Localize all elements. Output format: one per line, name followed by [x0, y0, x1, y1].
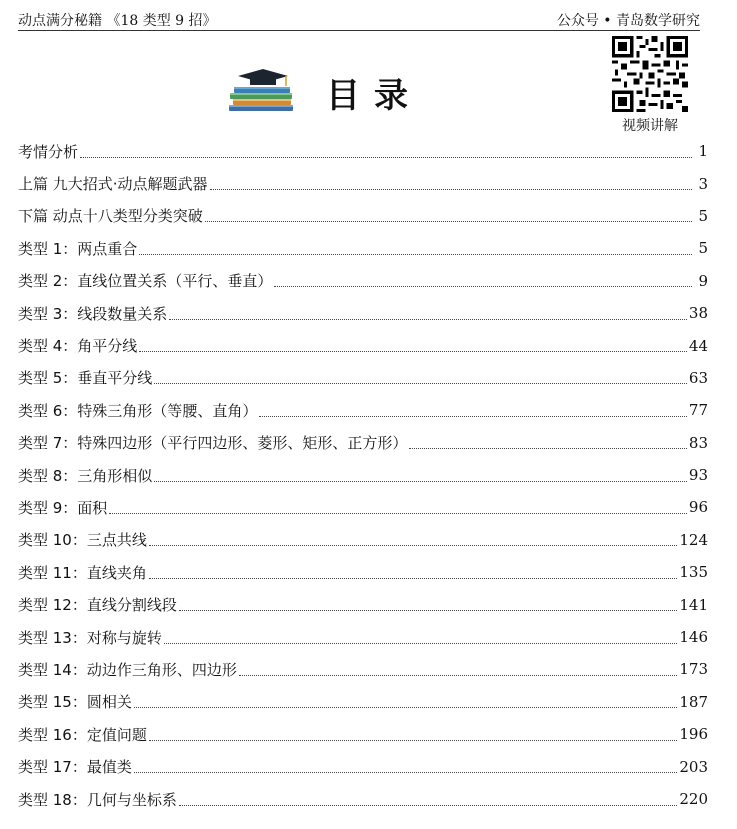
qr-code-icon	[612, 36, 688, 112]
page-header	[18, 8, 700, 31]
toc-entry-page-number: 203	[679, 757, 708, 776]
toc-entry-label: 类型 6：特殊三角形（等腰、直角）	[18, 401, 258, 420]
toc-dot-leader	[149, 578, 678, 579]
toc-entry[interactable]	[18, 588, 708, 620]
toc-entry-label: 下篇 动点十八类型分类突破	[18, 207, 203, 226]
toc-dot-leader	[239, 675, 678, 676]
toc-dot-leader	[149, 545, 678, 546]
toc-dot-leader	[80, 157, 692, 158]
toc-entry-page-number: 187	[679, 692, 708, 711]
toc-entry-label: 类型 5：垂直平分线	[18, 369, 153, 388]
toc-entry[interactable]	[18, 135, 708, 167]
toc-entry-page-number: 44	[688, 336, 708, 355]
toc-entry[interactable]	[18, 265, 708, 297]
toc-entry-label: 类型 10：三点共线	[18, 531, 147, 550]
toc-dot-leader	[409, 448, 687, 449]
toc-entry-label: 类型 7：特殊四边形（平行四边形、菱形、矩形、正方形）	[18, 434, 408, 453]
page-title: 目录	[326, 76, 422, 116]
toc-entry-label: 类型 16：定值问题	[18, 725, 147, 744]
toc-entry[interactable]	[18, 491, 708, 523]
stacked-books-with-graduation-cap-icon	[228, 66, 298, 112]
toc-dot-leader	[210, 189, 692, 190]
toc-entry-label: 类型 17：最值类	[18, 758, 132, 777]
toc-entry-label: 类型 4：角平分线	[18, 337, 138, 356]
toc-entry-label: 类型 8：三角形相似	[18, 466, 153, 485]
toc-dot-leader	[259, 416, 687, 417]
toc-entry[interactable]	[18, 427, 708, 459]
toc-entry[interactable]	[18, 524, 708, 556]
toc-entry-label: 类型 13：对称与旋转	[18, 628, 162, 647]
toc-entry[interactable]	[18, 783, 708, 815]
toc-entry-page-number: 93	[688, 466, 708, 485]
header-account-name: 公众号 • 青岛数学研究	[556, 13, 700, 29]
toc-entry-page-number: 5	[698, 206, 708, 225]
toc-entry-label: 类型 14：动边作三角形、四边形	[18, 660, 237, 679]
toc-dot-leader	[164, 643, 678, 644]
toc-entry-page-number: 5	[698, 239, 708, 258]
toc-dot-leader	[109, 513, 687, 514]
toc-entry[interactable]	[18, 556, 708, 588]
toc-entry-label: 类型 3：线段数量关系	[18, 304, 168, 323]
toc-dot-leader	[139, 254, 692, 255]
qr-caption: 视频讲解	[622, 118, 678, 134]
toc-entry[interactable]	[18, 621, 708, 653]
toc-entry[interactable]	[18, 686, 708, 718]
toc-entry[interactable]	[18, 653, 708, 685]
toc-entry-label: 上篇 九大招式·动点解题武器	[18, 175, 208, 194]
toc-dot-leader	[179, 805, 678, 806]
toc-entry-page-number: 141	[679, 595, 708, 614]
toc-entry-page-number: 220	[679, 790, 708, 808]
toc-dot-leader	[179, 610, 678, 611]
toc-entry[interactable]	[18, 718, 708, 750]
toc-dot-leader	[205, 221, 692, 222]
toc-dot-leader	[134, 772, 678, 773]
toc-entry[interactable]	[18, 200, 708, 232]
toc-dot-leader	[154, 481, 687, 482]
toc-dot-leader	[154, 383, 687, 384]
toc-entry-label: 类型 9：面积	[18, 498, 108, 517]
toc-entry-label: 类型 2：直线位置关系（平行、垂直）	[18, 272, 273, 291]
toc-entry-page-number: 1	[698, 142, 708, 161]
toc-entry-page-number: 77	[688, 401, 708, 420]
toc-entry-page-number: 173	[679, 660, 708, 679]
toc-entry-page-number: 135	[679, 563, 708, 582]
toc-entry[interactable]	[18, 167, 708, 199]
toc-dot-leader	[134, 707, 678, 708]
toc-entry-page-number: 96	[688, 498, 708, 517]
toc-entry[interactable]	[18, 459, 708, 491]
toc-dot-leader	[169, 319, 687, 320]
toc-entry[interactable]	[18, 362, 708, 394]
toc-entry-page-number: 196	[679, 725, 708, 744]
toc-entry-label: 类型 12：直线分割线段	[18, 596, 177, 615]
header-book-title: 动点满分秘籍 《18 类型 9 招》	[18, 13, 217, 29]
toc-entry-page-number: 83	[688, 433, 708, 452]
toc-entry-page-number: 3	[698, 174, 708, 193]
toc-entry-label: 考情分析	[18, 142, 79, 161]
toc-entry[interactable]	[18, 329, 708, 361]
toc-entry-label: 类型 1：两点重合	[18, 239, 138, 258]
toc-dot-leader	[274, 286, 692, 287]
toc-entry-page-number: 124	[679, 530, 708, 549]
toc-entry-page-number: 9	[698, 271, 708, 290]
toc-entry-label: 类型 11：直线夹角	[18, 563, 147, 582]
toc-entry[interactable]	[18, 232, 708, 264]
toc-entry[interactable]	[18, 394, 708, 426]
table-of-contents	[18, 135, 708, 815]
toc-entry-page-number: 38	[688, 304, 708, 323]
toc-entry[interactable]	[18, 750, 708, 782]
toc-entry[interactable]	[18, 297, 708, 329]
toc-entry-page-number: 146	[679, 628, 708, 647]
toc-entry-label: 类型 18：几何与坐标系	[18, 790, 177, 809]
toc-entry-page-number: 63	[688, 368, 708, 387]
toc-dot-leader	[149, 740, 678, 741]
toc-entry-label: 类型 15：圆相关	[18, 693, 132, 712]
toc-dot-leader	[139, 351, 687, 352]
